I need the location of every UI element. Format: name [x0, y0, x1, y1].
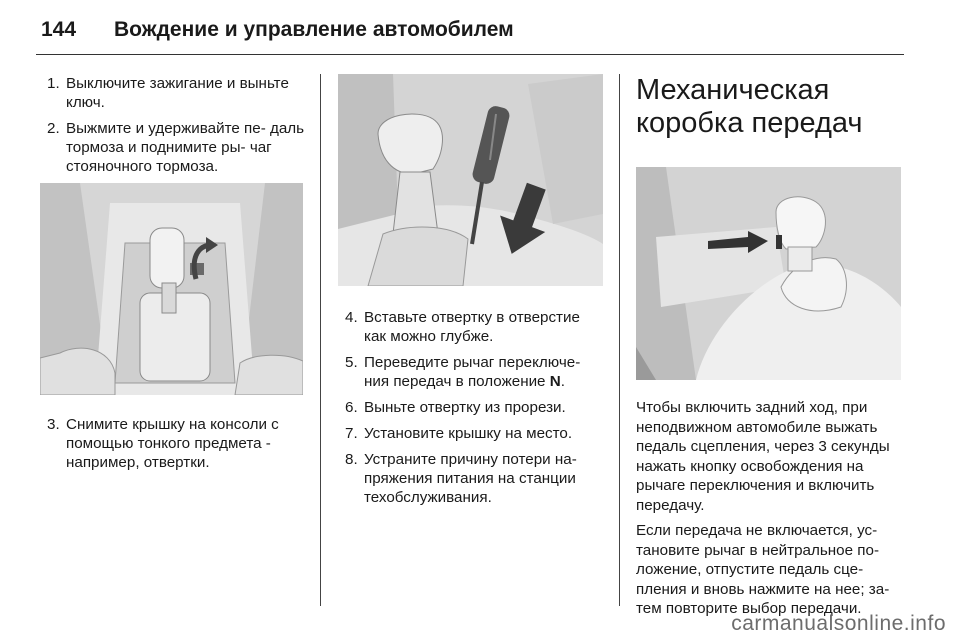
step-number: 6. — [345, 399, 358, 416]
step-text: Устраните причину потери на- пряжения питания на станции техобслуживания. — [364, 451, 577, 506]
list-item — [40, 415, 305, 472]
step-number: 5. — [345, 354, 358, 371]
header-title: Вождение и управление автомобилем — [114, 18, 514, 41]
list-item — [338, 398, 603, 417]
list-item — [338, 353, 603, 391]
column-3 — [636, 74, 902, 625]
list-item — [338, 424, 603, 443]
column-1 — [40, 74, 305, 479]
step-text: Установите крышку на место. — [364, 425, 573, 442]
step-text-end: . — [560, 373, 565, 390]
list-item — [40, 74, 305, 112]
steps-list — [338, 308, 603, 507]
step-number: 3. — [47, 416, 60, 433]
list-item — [338, 450, 603, 507]
column-divider — [320, 74, 321, 606]
section-title-line: Механическая — [636, 74, 830, 106]
manual-gearbox-illustration — [636, 167, 901, 380]
paragraph: Чтобы включить задний ход, при неподвижном автомобиле выжать педаль сцепления, через 3 секунды нажать кнопку освобождения на рычаге переключения и включить передачу. — [636, 399, 890, 514]
screwdriver-illustration — [338, 74, 603, 286]
step-text: Выключите зажигание и выньте ключ. — [66, 75, 289, 111]
column-divider — [619, 74, 620, 606]
step-text: Вставьте отвертку в отверстие как можно глубже. — [364, 309, 580, 345]
console-cover-illustration — [40, 183, 303, 395]
step-text: Переведите рычаг переключе- ния передач в положение — [364, 354, 581, 390]
step-number: 8. — [345, 451, 358, 468]
page-number: 144 — [41, 18, 77, 41]
steps-list — [40, 74, 305, 176]
page-header — [36, 14, 904, 55]
step-number: 1. — [47, 75, 60, 92]
section-title-line: коробка передач — [636, 107, 863, 139]
paragraph: Если передача не включается, ус- тановите рычаг в нейтральное по- ложение, отпустите педаль сце- пления и вновь нажмите на нее; за- тем повторите выбор передачи. — [636, 522, 890, 617]
step-number: 4. — [345, 309, 358, 326]
step-number: 7. — [345, 425, 358, 442]
steps-list — [40, 415, 305, 472]
step-text: Выжмите и удерживайте пе- даль тормоза и поднимите ры- чаг стояночного тормоза. — [66, 120, 305, 175]
watermark: carmanualsonline.info — [731, 612, 946, 635]
step-number: 2. — [47, 120, 60, 137]
list-item — [338, 308, 603, 346]
list-item — [40, 119, 305, 176]
step-text: Снимите крышку на консоли с помощью тонкого предмета - например, отвертки. — [66, 416, 279, 471]
section-title — [636, 74, 902, 140]
column-2 — [338, 74, 603, 514]
gear-position-label: N — [549, 373, 561, 390]
step-text: Выньте отвертку из прорези. — [364, 399, 566, 416]
